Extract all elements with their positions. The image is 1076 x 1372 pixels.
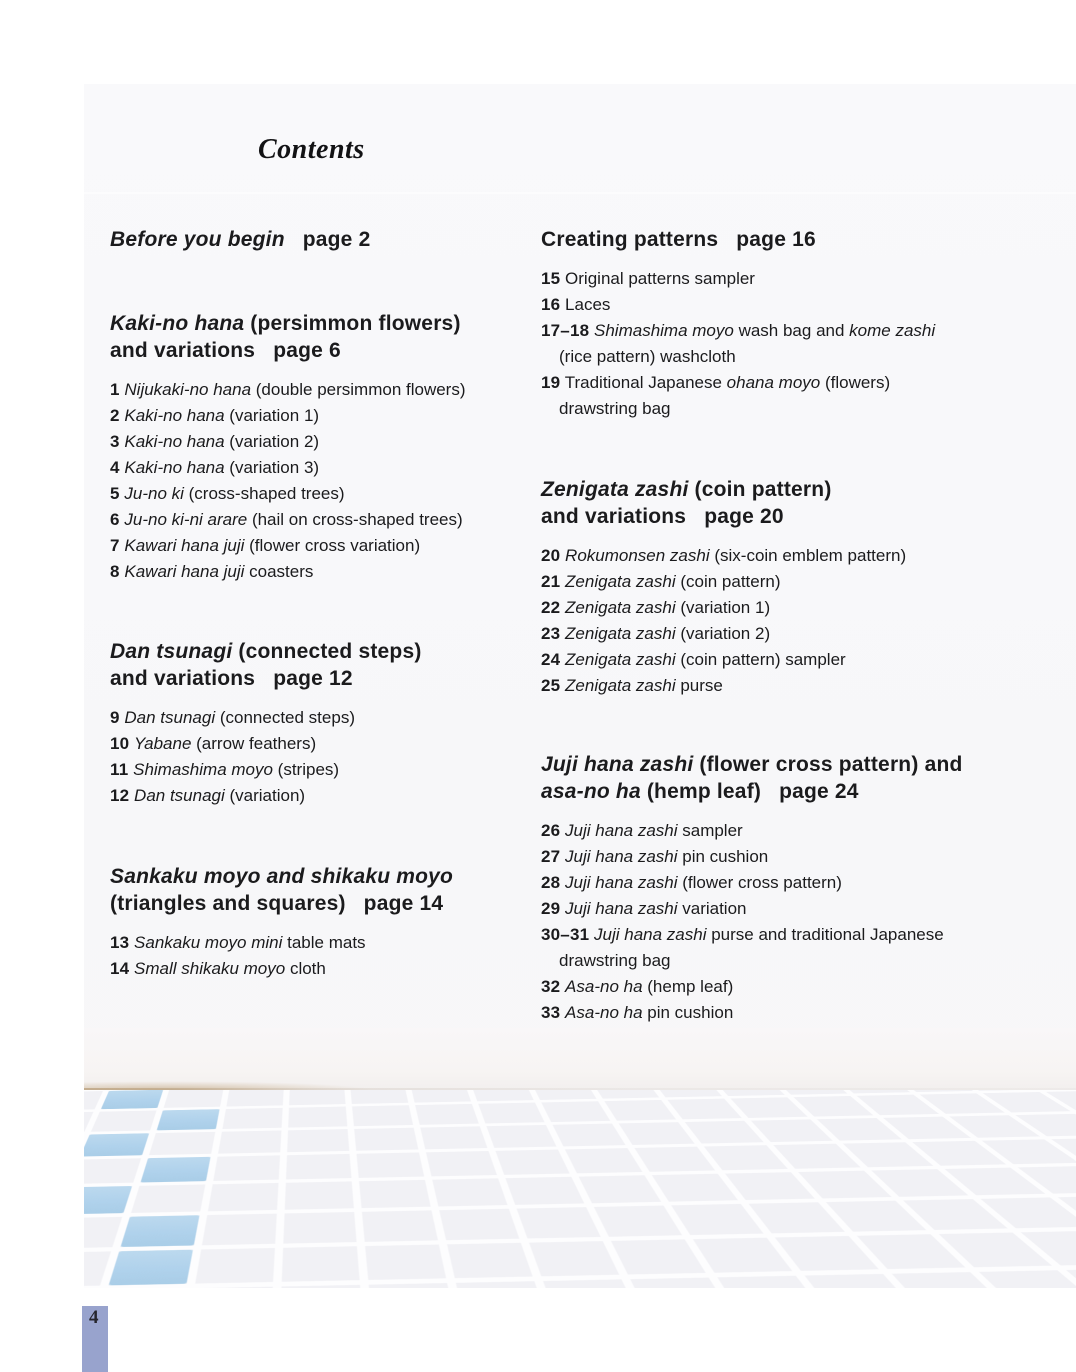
item-number: 24 (541, 650, 561, 669)
text-segment: pin cushion (642, 1003, 734, 1022)
item-number: 9 (110, 708, 120, 727)
toc-item (110, 783, 535, 809)
text-segment: (triangles and squares) (110, 892, 346, 915)
section-heading (110, 310, 535, 364)
text-segment: (variation 2) (675, 624, 771, 643)
item-number: 29 (541, 899, 561, 918)
item-number: 17–18 (541, 321, 590, 340)
item-number: 23 (541, 624, 561, 643)
item-number: 26 (541, 821, 561, 840)
text-segment: Sankaku moyo mini (134, 933, 283, 952)
toc-item (110, 731, 535, 757)
text-segment: page 2 (302, 228, 371, 251)
text-segment: (six-coin emblem pattern) (709, 546, 907, 565)
toc-item-line (541, 647, 1041, 673)
item-number: 14 (110, 959, 130, 978)
toc-item-line (110, 731, 535, 757)
item-number: 3 (110, 432, 120, 451)
text-segment: Zenigata zashi (565, 624, 676, 643)
toc-item-line (541, 370, 1041, 396)
text-segment: Zenigata zashi (565, 676, 676, 695)
text-segment: (variation 1) (224, 406, 320, 425)
toc-item (541, 870, 1041, 896)
toc-item (110, 559, 535, 585)
contents-page (84, 84, 1076, 1372)
section-heading (541, 226, 1041, 253)
toc-section-juji (541, 751, 1041, 1026)
toc-item-line (110, 783, 535, 809)
heading-line (110, 890, 535, 917)
toc-item-line (110, 481, 535, 507)
text-segment: Small shikaku moyo (134, 959, 286, 978)
text-segment: (flower cross pattern) and (693, 753, 963, 776)
toc-section-sankaku (110, 863, 535, 982)
toc-item (541, 595, 1041, 621)
toc-item (541, 569, 1041, 595)
toc-item (110, 956, 535, 982)
text-segment: Kaki-no hana (124, 432, 225, 451)
toc-item (541, 266, 1041, 292)
photo-wall (84, 1028, 1076, 1090)
text-segment: (flower cross pattern) (677, 873, 842, 892)
text-segment: Dan tsunagi (134, 786, 225, 805)
item-number: 32 (541, 977, 561, 996)
text-segment: Juji hana zashi (565, 873, 678, 892)
text-segment: Kawari hana juji (124, 562, 245, 581)
item-number: 22 (541, 598, 561, 617)
text-segment: (coin pattern) (675, 572, 781, 591)
text-segment: Asa-no ha (565, 977, 643, 996)
text-segment: purse (675, 676, 723, 695)
text-segment: Kawari hana juji (124, 536, 245, 555)
toc-item (110, 455, 535, 481)
text-segment: pin cushion (677, 847, 769, 866)
text-segment: Kaki-no hana (110, 312, 245, 335)
toc-item-line (110, 507, 535, 533)
heading-line (541, 503, 1041, 530)
text-segment: (hemp leaf) (640, 780, 762, 803)
item-number: 6 (110, 510, 120, 529)
tile-grid-plane (84, 1090, 1076, 1288)
text-segment: Kaki-no hana (124, 458, 225, 477)
toc-item-line (110, 533, 535, 559)
item-number: 1 (110, 380, 120, 399)
text-segment: page 6 (273, 339, 341, 362)
text-segment: Zenigata zashi (541, 478, 689, 501)
toc-item-line (541, 896, 1041, 922)
toc-item (110, 377, 535, 403)
text-segment: Asa-no ha (565, 1003, 643, 1022)
section-heading (110, 226, 535, 253)
text-segment: and variations (110, 667, 256, 690)
text-segment: Kaki-no hana (124, 406, 225, 425)
text-segment: Juji hana zashi (594, 925, 707, 944)
item-number: 15 (541, 269, 561, 288)
text-segment: cloth (285, 959, 326, 978)
text-segment: (double persimmon flowers) (251, 380, 466, 399)
text-segment: Sankaku moyo and shikaku moyo (110, 865, 454, 888)
toc-item-line (541, 292, 1041, 318)
text-segment: Juji hana zashi (565, 847, 678, 866)
toc-item-line (541, 673, 1041, 699)
blue-accent-tile (121, 1215, 200, 1247)
item-number: 4 (110, 458, 120, 477)
toc-item-continuation (541, 344, 1041, 370)
text-segment: Before you begin (110, 228, 285, 251)
text-segment: Original patterns sampler (565, 269, 755, 288)
toc-item (110, 481, 535, 507)
text-segment: Rokumonsen zashi (565, 546, 710, 565)
item-number: 21 (541, 572, 561, 591)
toc-item-line (541, 818, 1041, 844)
text-segment: sampler (677, 821, 743, 840)
toc-item (541, 621, 1041, 647)
text-segment: page 20 (704, 505, 784, 528)
toc-item (541, 922, 1041, 974)
text-segment: Shimashima moyo (594, 321, 734, 340)
toc-item-line (541, 870, 1041, 896)
text-segment: Shimashima moyo (133, 760, 273, 779)
section-heading (110, 638, 535, 692)
toc-item-continuation (541, 948, 1041, 974)
text-segment: kome zashi (849, 321, 936, 340)
toc-item (541, 974, 1041, 1000)
toc-section-creating (541, 226, 1041, 422)
heading-line (110, 337, 535, 364)
toc-item (110, 705, 535, 731)
toc-item-line (110, 377, 535, 403)
item-number: 5 (110, 484, 120, 503)
item-number: 2 (110, 406, 120, 425)
text-segment: page 16 (736, 228, 816, 251)
text-segment: Dan tsunagi (124, 708, 216, 727)
item-number: 19 (541, 373, 561, 392)
toc-item-line (110, 705, 535, 731)
toc-item-list (541, 266, 1041, 422)
text-segment: purse and traditional Japanese (706, 925, 944, 944)
toc-item-line (110, 403, 535, 429)
item-number: 10 (110, 734, 130, 753)
section-heading (541, 751, 1041, 805)
blue-accent-tile (101, 1090, 163, 1109)
page-fold-line (84, 192, 1076, 194)
item-number: 11 (110, 760, 129, 779)
text-segment: ohana moyo (726, 373, 821, 392)
text-segment: (variation 1) (675, 598, 771, 617)
toc-item (110, 429, 535, 455)
heading-line (541, 778, 1041, 805)
toc-item (541, 673, 1041, 699)
text-segment: Dan tsunagi (110, 640, 233, 663)
toc-item-line (541, 1000, 1041, 1026)
toc-item (541, 1000, 1041, 1026)
tiled-floor-photo (84, 1028, 1076, 1288)
toc-item-line (541, 974, 1041, 1000)
toc-item-line (541, 266, 1041, 292)
item-number: 7 (110, 536, 120, 555)
item-number: 8 (110, 562, 120, 581)
text-segment: page 24 (779, 780, 859, 803)
toc-item-line (541, 595, 1041, 621)
heading-line (541, 226, 1041, 253)
text-segment: page 12 (273, 667, 353, 690)
text-segment: Ju-no ki-ni arare (124, 510, 248, 529)
toc-item (110, 533, 535, 559)
toc-item-list (110, 377, 535, 585)
toc-item (110, 930, 535, 956)
text-segment: drawstring bag (559, 951, 671, 970)
text-segment: (variation 3) (224, 458, 320, 477)
heading-line (541, 751, 1041, 778)
text-segment: (cross-shaped trees) (183, 484, 345, 503)
toc-item (541, 292, 1041, 318)
text-segment: wash bag and (733, 321, 850, 340)
text-segment: Zenigata zashi (565, 572, 676, 591)
text-segment: (flower cross variation) (244, 536, 421, 555)
toc-item-line (541, 569, 1041, 595)
toc-item (541, 844, 1041, 870)
heading-line (110, 863, 535, 890)
text-segment: Ju-no ki (124, 484, 184, 503)
text-segment: Juji hana zashi (541, 753, 694, 776)
text-segment: asa-no ha (541, 780, 641, 803)
toc-item-line (110, 429, 535, 455)
photo-floor (84, 1090, 1076, 1288)
heading-line (110, 310, 535, 337)
toc-item-list (541, 543, 1041, 699)
page-number-tab (82, 1306, 108, 1372)
heading-line (541, 476, 1041, 503)
toc-section-before (110, 226, 535, 253)
item-number: 16 (541, 295, 561, 314)
toc-section-kaki (110, 310, 535, 585)
toc-item-line (110, 956, 535, 982)
text-segment: Nijukaki-no hana (124, 380, 252, 399)
toc-item (541, 370, 1041, 422)
text-segment: (hemp leaf) (642, 977, 734, 996)
text-segment: (stripes) (272, 760, 340, 779)
text-segment: and variations (541, 505, 687, 528)
toc-section-dan (110, 638, 535, 809)
text-segment: Zenigata zashi (565, 598, 676, 617)
item-number: 20 (541, 546, 561, 565)
section-heading (541, 476, 1041, 530)
item-number: 12 (110, 786, 130, 805)
text-segment: Laces (565, 295, 611, 314)
blue-accent-tile (84, 1133, 149, 1156)
toc-item (541, 318, 1041, 370)
text-segment: drawstring bag (559, 399, 671, 418)
toc-item-line (541, 844, 1041, 870)
item-number: 25 (541, 676, 561, 695)
toc-item-list (110, 705, 535, 809)
text-segment: (flowers) (820, 373, 891, 392)
text-segment: table mats (282, 933, 366, 952)
item-number: 13 (110, 933, 130, 952)
text-segment: Juji hana zashi (565, 899, 678, 918)
text-segment: (connected steps) (215, 708, 355, 727)
toc-item (541, 818, 1041, 844)
toc-section-zenigata (541, 476, 1041, 699)
text-segment: (coin pattern) (688, 478, 832, 501)
toc-item-line (541, 543, 1041, 569)
toc-item (541, 647, 1041, 673)
blue-accent-tile (141, 1157, 211, 1183)
page-title: Contents (258, 134, 365, 165)
page-bottom-margin (84, 1288, 1076, 1372)
text-segment: variation (677, 899, 747, 918)
text-segment: Traditional Japanese (564, 373, 727, 392)
text-segment: Yabane (134, 734, 192, 753)
text-segment: page 14 (363, 892, 444, 915)
blue-accent-tile (84, 1186, 132, 1215)
item-number: 33 (541, 1003, 561, 1022)
toc-item-line (541, 922, 1041, 948)
text-segment: Zenigata zashi (565, 650, 676, 669)
blue-accent-tile (157, 1109, 220, 1130)
item-number: 30–31 (541, 925, 590, 944)
text-segment: (arrow feathers) (191, 734, 317, 753)
toc-item-line (110, 930, 535, 956)
toc-item (541, 543, 1041, 569)
text-segment: and variations (110, 339, 256, 362)
heading-line (110, 638, 535, 665)
blue-accent-tile (109, 1250, 193, 1286)
item-number: 27 (541, 847, 561, 866)
toc-item-line (110, 757, 535, 783)
toc-item (110, 403, 535, 429)
section-heading (110, 863, 535, 917)
toc-item (110, 757, 535, 783)
item-number: 28 (541, 873, 561, 892)
text-segment: coasters (244, 562, 314, 581)
toc-item (110, 507, 535, 533)
text-segment: (rice pattern) washcloth (559, 347, 736, 366)
heading-line (110, 226, 535, 253)
text-segment: (coin pattern) sampler (675, 650, 846, 669)
toc-item (541, 896, 1041, 922)
toc-item-list (541, 818, 1041, 1026)
text-segment: (hail on cross-shaped trees) (247, 510, 463, 529)
toc-item-line (110, 559, 535, 585)
heading-line (110, 665, 535, 692)
toc-item-continuation (541, 396, 1041, 422)
text-segment: (variation 2) (224, 432, 320, 451)
toc-item-line (541, 621, 1041, 647)
toc-item-line (541, 318, 1041, 344)
page-number: 4 (89, 1307, 99, 1328)
text-segment: (variation) (224, 786, 306, 805)
text-segment: Juji hana zashi (565, 821, 678, 840)
text-segment: Creating patterns (541, 228, 719, 251)
text-segment: (connected steps) (232, 640, 422, 663)
toc-item-list (110, 930, 535, 982)
toc-item-line (110, 455, 535, 481)
text-segment: (persimmon flowers) (244, 312, 461, 335)
